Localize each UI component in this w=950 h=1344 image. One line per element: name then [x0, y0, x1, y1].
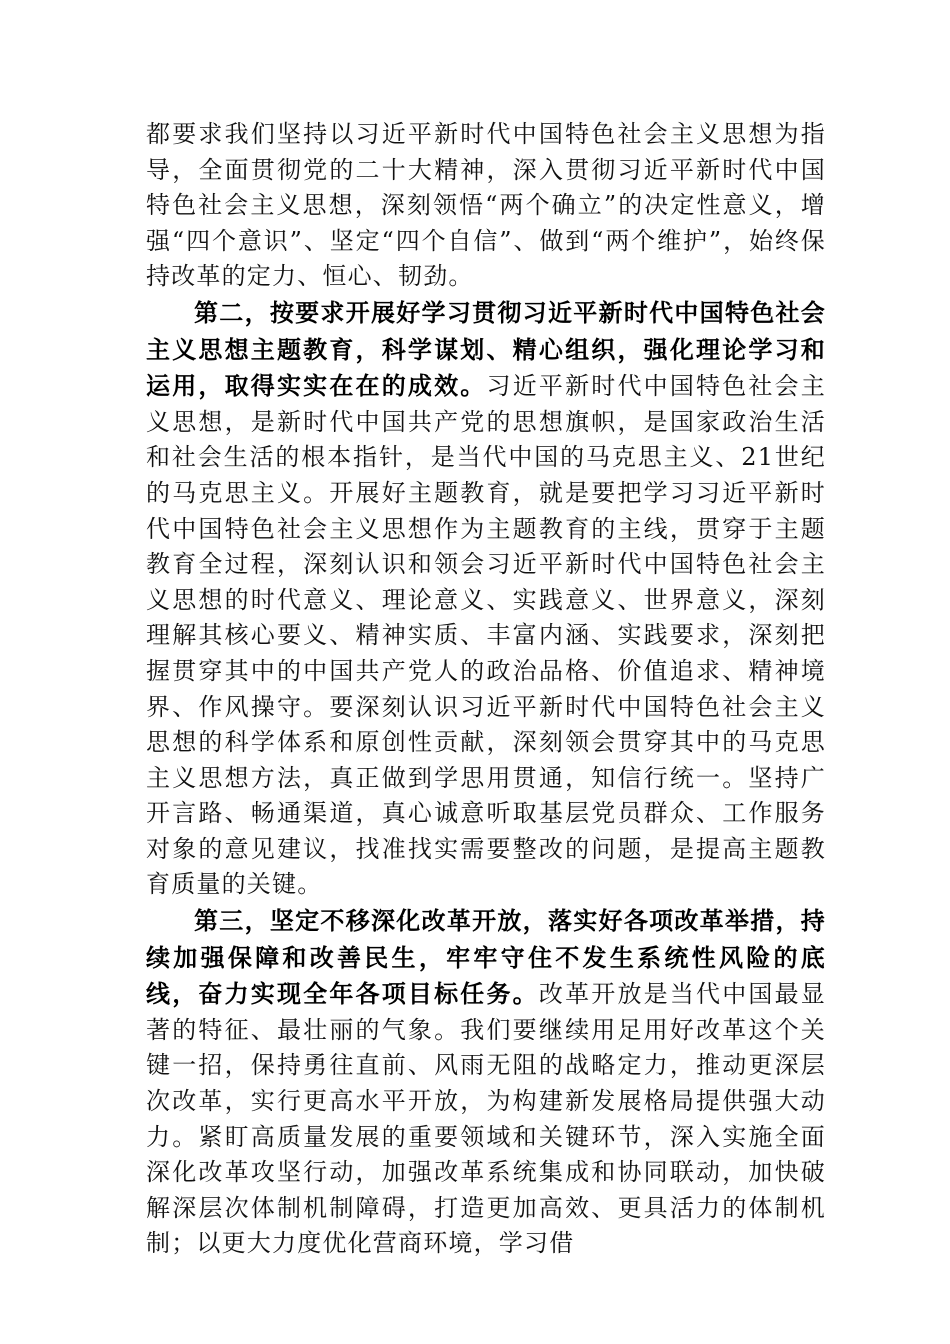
paragraph-lead-bold: 第三，坚定不移深化改革开放，落实好各项改革举措，持续加强保障和改善民生，牢牢守住不发生系统性风险的底线，奋力实现全年各项目标任务。 — [146, 906, 826, 1009]
paragraph-text: 改革开放是当代中国最显著的特征、最壮丽的气象。我们要继续用足用好改革这个关键一招，保持勇往直前、风雨无阻的战略定力，推动更深层次改革，实行更高水平开放，为构建新发展格局提供强大动力。紧盯高质量发展的重要领域和关键环节，深入实施全面深化改革攻坚行动，加强改革系统集成和协同联动，加快破解深层次体制机制障碍，打造更加高效、更具活力的体制机制；以更大力度优化营商环境，学习借 — [146, 980, 827, 1258]
paragraph-lead-bold: 第二，按要求开展好学习贯彻习近平新时代中国特色社会主义思想主题教育，科学谋划、精心组织，强化理论学习和运用，取得实实在在的成效。 — [146, 297, 826, 401]
paragraph-text: 习近平新时代中国特色社会主义思想，是新时代中国共产党的思想旗帜，是国家政治生活和社会生活的根本指针，是当代中国的马克思主义、21世纪的马克思主义。开展好主题教育，就是要把学习习近平新时代中国特色社会主义思想作为主题教育的主线，贯穿于主题教育全过程，深刻认识和领会习近平新时代中国特色社会主义思想的时代意义、理论意义、实践意义、世界意义，深刻理解其核心要义、精神实质、丰富内涵、实践要求，深刻把握贯穿其中的中国共产党人的政治品格、价值追求、精神境界、作风操守。要深刻认识习近平新时代中国特色社会主义思想的科学体系和原创性贡献，深刻领会贯穿其中的马克思主义思想方法，真正做到学思用贯通，知信行统一。坚持广开言路、畅通渠道，真心诚意听取基层党员群众、工作服务对象的意见建议，找准找实需要整改的问题，是提高主题教育质量的关键。 — [146, 372, 826, 899]
paragraph-second-point — [146, 295, 826, 903]
paragraph-third-point — [146, 903, 826, 1262]
paragraph-text: 都要求我们坚持以习近平新时代中国特色社会主义思想为指导，全面贯彻党的二十大精神，深入贯彻习近平新时代中国特色社会主义思想，深刻领悟“两个确立”的决定性意义，增强“四个意识”、坚定“四个自信”、做到“两个维护”，始终保持改革的定力、恒心、韧劲。 — [146, 120, 826, 291]
paragraph-continuation — [146, 117, 826, 295]
document-body — [146, 117, 826, 1262]
